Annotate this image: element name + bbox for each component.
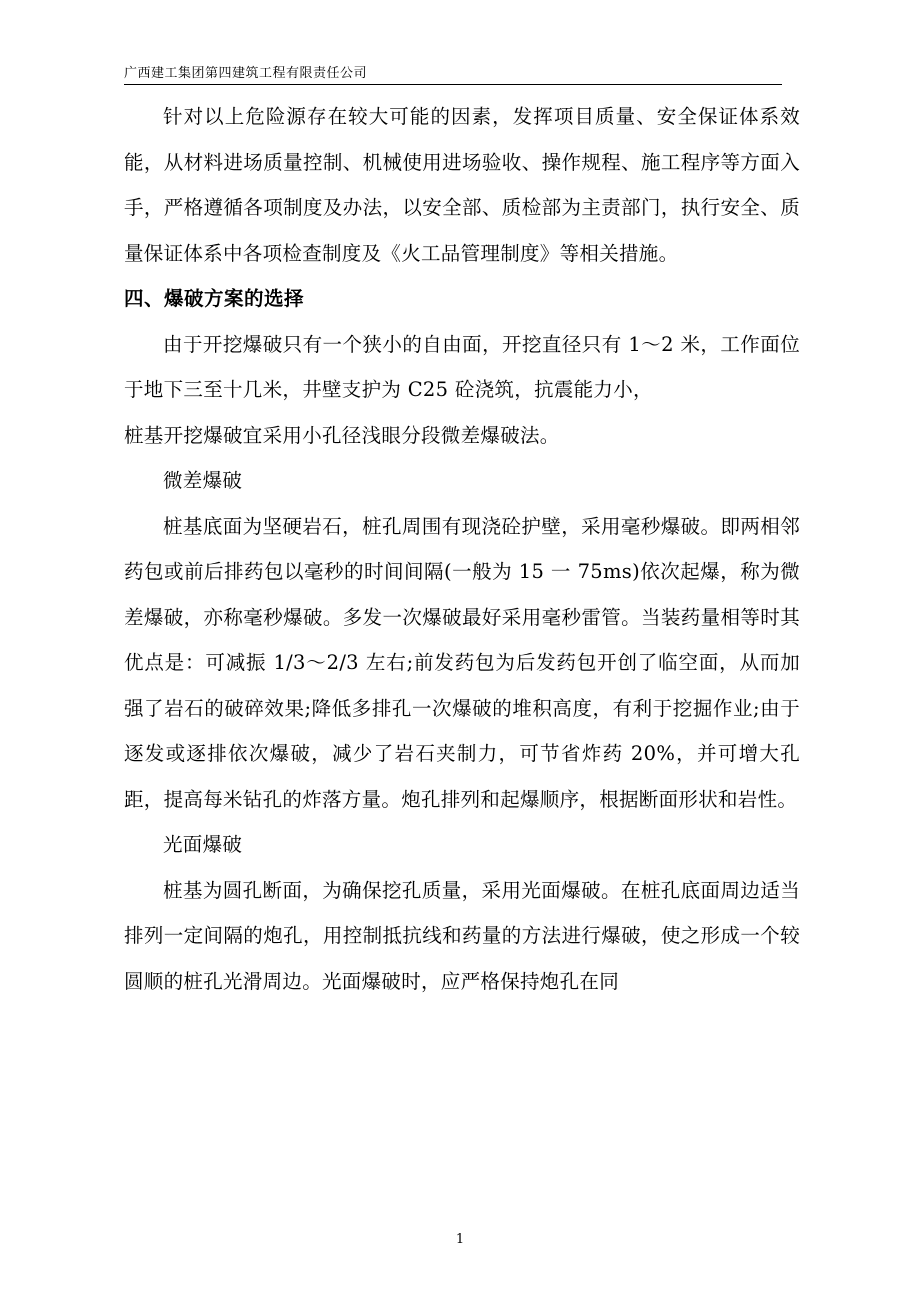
page-number: 1	[455, 1232, 465, 1247]
paragraph-millisecond-blasting: 桩基底面为坚硬岩石，桩孔周围有现浇砼护壁，采用毫秒爆破。即两相邻药包或前后排药包以毫秒的时间间隔(一般为 15 一 75ms)依次起爆，称为微差爆破，亦称毫秒爆破。多发一次爆破最好采用毫秒雷管。当装药量相等时其优点是：可减振 1/3～2/3 左右;前发药包为后发药包开创了临空面，从而加强了岩石的破碎效果;降低多排孔一次爆破的堆积高度，有利于挖掘作业;由于逐发或逐排依次爆破，减少了岩石夹制力，可节省炸药 20%，并可增大孔距，提高每米钻孔的炸落方量。炮孔排列和起爆顺序，根据断面形状和岩性。	[124, 514, 800, 811]
paragraph-safety-measures: 针对以上危险源存在较大可能的因素，发挥项目质量、安全保证体系效能，从材料进场质量控制、机械使用进场验收、操作规程、施工程序等方面入手，严格遵循各项制度及办法，以安全部、质检部为主责部门，执行安全、质量保证体系中各项检查制度及《火工品管理制度》等相关措施。	[124, 105, 800, 265]
paragraph-smooth-blasting: 桩基为圆孔断面，为确保挖孔质量，采用光面爆破。在桩孔底面周边适当排列一定间隔的炮孔，用控制抵抗线和药量的方法进行爆破，使之形成一个较圆顺的桩孔光滑周边。光面爆破时，应严格保持炮孔在同	[124, 878, 800, 993]
page-header	[124, 64, 782, 85]
paragraph-blasting-method: 桩基开挖爆破宜采用小孔径浅眼分段微差爆破法。	[124, 423, 560, 447]
subheading-millisecond-blasting: 微差爆破	[163, 469, 243, 492]
document-body	[124, 94, 800, 1004]
section-heading-blasting-plan: 四、爆破方案的选择	[124, 287, 305, 310]
header-company-name: 广西建工集团第四建筑工程有限责任公司	[124, 66, 368, 81]
paragraph-blasting-conditions: 由于开挖爆破只有一个狭小的自由面，开挖直径只有 1～2 米，工作面位于地下三至十几米，井壁支护为 C25 砼浇筑，抗震能力小，	[124, 332, 800, 401]
subheading-smooth-blasting: 光面爆破	[163, 833, 243, 856]
